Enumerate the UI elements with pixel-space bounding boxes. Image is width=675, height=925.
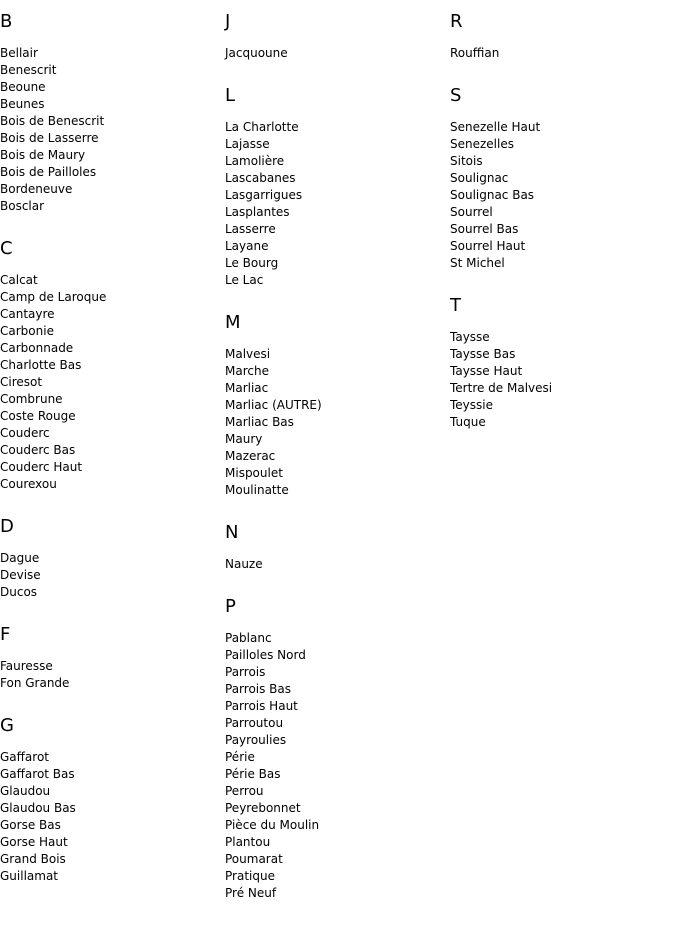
- place-link[interactable]: Coste Rouge: [0, 409, 76, 423]
- place-list-item: [225, 800, 445, 817]
- place-link[interactable]: Parroutou: [225, 716, 284, 730]
- place-link[interactable]: Nauze: [225, 557, 263, 571]
- place-link[interactable]: Benescrit: [0, 63, 57, 77]
- place-list-item: [225, 766, 445, 783]
- place-link[interactable]: Lasserre: [225, 222, 276, 236]
- place-list-item: [225, 272, 445, 289]
- letter-group: [225, 11, 445, 62]
- place-list-item: [225, 749, 445, 766]
- place-link[interactable]: Senezelle Haut: [450, 120, 541, 134]
- place-link[interactable]: Taysse Haut: [450, 364, 523, 378]
- place-link[interactable]: Layane: [225, 239, 269, 253]
- place-link[interactable]: Lasplantes: [225, 205, 290, 219]
- place-link[interactable]: Charlotte Bas: [0, 358, 82, 372]
- place-link[interactable]: Sitois: [450, 154, 483, 168]
- place-list-item: [450, 255, 670, 272]
- place-link[interactable]: Pré Neuf: [225, 886, 277, 900]
- letter-group: [225, 522, 445, 573]
- place-link[interactable]: Carbonie: [0, 324, 54, 338]
- place-list-item: [450, 414, 670, 431]
- place-link[interactable]: Marliac (AUTRE): [225, 398, 322, 412]
- place-list-item: [0, 658, 220, 675]
- letter-group: [0, 624, 220, 692]
- place-link[interactable]: Dague: [0, 551, 40, 565]
- letter-heading: B: [0, 11, 13, 32]
- place-link[interactable]: Taysse: [450, 330, 490, 344]
- place-list-item: [0, 391, 220, 408]
- place-list: [225, 45, 445, 62]
- place-link[interactable]: Lamolière: [225, 154, 285, 168]
- place-link[interactable]: Bois de Pailloles: [0, 165, 97, 179]
- place-link[interactable]: Marliac Bas: [225, 415, 294, 429]
- place-list-item: [225, 448, 445, 465]
- index-column-3: [450, 11, 670, 454]
- place-link[interactable]: Rouffian: [450, 46, 500, 60]
- place-list-item: [0, 340, 220, 357]
- place-link[interactable]: Peyrebonnet: [225, 801, 301, 815]
- place-link[interactable]: Calcat: [0, 273, 38, 287]
- place-list-item: [0, 851, 220, 868]
- place-list-item: [0, 357, 220, 374]
- index-column-1: [0, 11, 220, 908]
- place-link[interactable]: Le Bourg: [225, 256, 279, 270]
- place-link[interactable]: Pailloles Nord: [225, 648, 306, 662]
- place-list-item: [0, 374, 220, 391]
- place-list-item: [0, 79, 220, 96]
- place-list-item: [0, 198, 220, 215]
- place-list-item: [225, 556, 445, 573]
- place-list-item: [0, 272, 220, 289]
- place-list-item: [0, 425, 220, 442]
- place-link[interactable]: Sourrel Haut: [450, 239, 526, 253]
- place-link[interactable]: Pièce du Moulin: [225, 818, 320, 832]
- place-link[interactable]: Tuque: [450, 415, 486, 429]
- place-link[interactable]: Couderc: [0, 426, 50, 440]
- place-list-item: [0, 868, 220, 885]
- place-link[interactable]: Bois de Maury: [0, 148, 86, 162]
- place-link[interactable]: Gorse Bas: [0, 818, 61, 832]
- place-list: [225, 119, 445, 289]
- place-list-item: [225, 187, 445, 204]
- place-link[interactable]: Bois de Lasserre: [0, 131, 99, 145]
- place-list: [225, 630, 445, 902]
- letter-heading: S: [450, 85, 462, 106]
- place-list-item: [0, 567, 220, 584]
- place-list-item: [225, 153, 445, 170]
- place-link[interactable]: Couderc Bas: [0, 443, 76, 457]
- place-link[interactable]: Fon Grande: [0, 676, 70, 690]
- place-list-item: [450, 397, 670, 414]
- place-list-item: [225, 255, 445, 272]
- place-link[interactable]: Parrois Bas: [225, 682, 292, 696]
- place-list-item: [225, 380, 445, 397]
- place-list-item: [225, 715, 445, 732]
- place-list-item: [225, 204, 445, 221]
- place-list-item: [0, 181, 220, 198]
- place-list-item: [0, 783, 220, 800]
- place-link[interactable]: Tertre de Malvesi: [450, 381, 553, 395]
- place-link[interactable]: Mazerac: [225, 449, 276, 463]
- place-list-item: [225, 681, 445, 698]
- place-list-item: [0, 408, 220, 425]
- place-link[interactable]: Bellair: [0, 46, 38, 60]
- place-link[interactable]: Soulignac: [450, 171, 509, 185]
- place-list-item: [225, 664, 445, 681]
- place-list-item: [0, 476, 220, 493]
- place-link[interactable]: Glaudou: [0, 784, 51, 798]
- place-list-item: [450, 380, 670, 397]
- place-list-item: [0, 459, 220, 476]
- place-list-item: [450, 204, 670, 221]
- letter-heading: F: [0, 624, 11, 645]
- place-link[interactable]: Lasgarrigues: [225, 188, 303, 202]
- place-list-item: [0, 289, 220, 306]
- letter-group: [225, 312, 445, 499]
- letter-group: [0, 516, 220, 601]
- place-link[interactable]: La Charlotte: [225, 120, 299, 134]
- letter-group: [0, 715, 220, 885]
- place-list: [0, 45, 220, 215]
- place-link[interactable]: Marche: [225, 364, 269, 378]
- place-list-item: [450, 45, 670, 62]
- letter-heading: G: [0, 715, 14, 736]
- place-list-item: [225, 885, 445, 902]
- place-link[interactable]: Pratique: [225, 869, 275, 883]
- place-link[interactable]: Mispoulet: [225, 466, 283, 480]
- letter-heading: R: [450, 11, 463, 32]
- place-list-item: [450, 153, 670, 170]
- place-list-item: [0, 766, 220, 783]
- place-list-item: [225, 817, 445, 834]
- place-list: [0, 550, 220, 601]
- place-list-item: [225, 431, 445, 448]
- place-list: [450, 329, 670, 431]
- place-list-item: [450, 238, 670, 255]
- place-list-item: [225, 851, 445, 868]
- place-link[interactable]: Beoune: [0, 80, 46, 94]
- place-list-item: [0, 130, 220, 147]
- letter-heading: N: [225, 522, 239, 543]
- place-link[interactable]: Périe Bas: [225, 767, 281, 781]
- index-column-2: [225, 11, 445, 925]
- place-link[interactable]: Plantou: [225, 835, 271, 849]
- place-list-item: [0, 550, 220, 567]
- place-list: [0, 272, 220, 493]
- place-list-item: [0, 323, 220, 340]
- place-link[interactable]: Bosclar: [0, 199, 45, 213]
- place-link[interactable]: Gorse Haut: [0, 835, 68, 849]
- place-list-item: [225, 221, 445, 238]
- place-link[interactable]: Parrois Haut: [225, 699, 298, 713]
- place-list-item: [225, 238, 445, 255]
- place-link[interactable]: Fauresse: [0, 659, 53, 673]
- letter-heading: P: [225, 596, 236, 617]
- letter-group: [450, 85, 670, 272]
- place-list-item: [450, 221, 670, 238]
- place-list-item: [0, 800, 220, 817]
- place-link[interactable]: Beunes: [0, 97, 45, 111]
- place-list-item: [225, 136, 445, 153]
- place-link[interactable]: Maury: [225, 432, 263, 446]
- place-list-item: [225, 783, 445, 800]
- place-link[interactable]: Bois de Benescrit: [0, 114, 105, 128]
- place-link[interactable]: Lajasse: [225, 137, 270, 151]
- place-list-item: [450, 187, 670, 204]
- place-list-item: [0, 164, 220, 181]
- letter-heading: D: [0, 516, 14, 537]
- place-list-item: [0, 147, 220, 164]
- place-list: [225, 556, 445, 573]
- place-list-item: [0, 306, 220, 323]
- place-list-item: [450, 136, 670, 153]
- place-link[interactable]: Sourrel Bas: [450, 222, 519, 236]
- place-link[interactable]: Senezelles: [450, 137, 514, 151]
- place-list: [450, 119, 670, 272]
- letter-heading: L: [225, 85, 236, 106]
- place-list-item: [0, 45, 220, 62]
- place-link[interactable]: Ciresot: [0, 375, 43, 389]
- letter-group: [225, 596, 445, 902]
- place-link[interactable]: Cantayre: [0, 307, 55, 321]
- place-list-item: [225, 363, 445, 380]
- place-link[interactable]: Malvesi: [225, 347, 271, 361]
- place-list-item: [450, 363, 670, 380]
- place-link[interactable]: Carbonnade: [0, 341, 74, 355]
- place-link[interactable]: Gaffarot Bas: [0, 767, 75, 781]
- place-list-item: [0, 817, 220, 834]
- place-list-item: [225, 834, 445, 851]
- letter-heading: T: [450, 295, 461, 316]
- place-link[interactable]: Payroulies: [225, 733, 287, 747]
- place-link[interactable]: Bordeneuve: [0, 182, 73, 196]
- letter-group: [0, 11, 220, 215]
- place-link[interactable]: Teyssie: [450, 398, 493, 412]
- place-list-item: [0, 62, 220, 79]
- place-list-item: [0, 442, 220, 459]
- place-link[interactable]: Lascabanes: [225, 171, 296, 185]
- place-list-item: [225, 647, 445, 664]
- letter-group: [450, 11, 670, 62]
- letter-group: [450, 295, 670, 431]
- place-link[interactable]: Marliac: [225, 381, 269, 395]
- place-link[interactable]: Le Lac: [225, 273, 264, 287]
- place-list-item: [450, 119, 670, 136]
- place-list: [0, 749, 220, 885]
- place-list-item: [225, 868, 445, 885]
- place-link[interactable]: Couderc Haut: [0, 460, 83, 474]
- place-list-item: [450, 170, 670, 187]
- place-link[interactable]: Parrois: [225, 665, 266, 679]
- place-list-item: [0, 113, 220, 130]
- place-list-item: [225, 45, 445, 62]
- place-list-item: [225, 414, 445, 431]
- place-list-item: [225, 630, 445, 647]
- place-link[interactable]: Soulignac Bas: [450, 188, 535, 202]
- place-list-item: [450, 329, 670, 346]
- letter-group: [225, 85, 445, 289]
- place-link[interactable]: Guillamat: [0, 869, 59, 883]
- place-list-item: [0, 675, 220, 692]
- place-link[interactable]: Moulinatte: [225, 483, 289, 497]
- place-list-item: [225, 732, 445, 749]
- place-list-item: [225, 346, 445, 363]
- place-list: [450, 45, 670, 62]
- place-list-item: [0, 749, 220, 766]
- place-link[interactable]: Grand Bois: [0, 852, 66, 866]
- letter-heading: M: [225, 312, 241, 333]
- place-list-item: [225, 170, 445, 187]
- letter-heading: J: [225, 11, 231, 32]
- place-list-item: [225, 119, 445, 136]
- place-link[interactable]: Ducos: [0, 585, 38, 599]
- place-link[interactable]: Pablanc: [225, 631, 272, 645]
- place-list: [0, 658, 220, 692]
- place-link[interactable]: Perrou: [225, 784, 264, 798]
- place-list-item: [0, 834, 220, 851]
- place-list-item: [450, 346, 670, 363]
- place-link[interactable]: Glaudou Bas: [0, 801, 76, 815]
- place-link[interactable]: Jacquoune: [225, 46, 288, 60]
- place-link[interactable]: St Michel: [450, 256, 505, 270]
- place-list-item: [0, 584, 220, 601]
- place-list-item: [0, 96, 220, 113]
- place-link[interactable]: Poumarat: [225, 852, 283, 866]
- place-link[interactable]: Devise: [0, 568, 41, 582]
- place-list: [225, 346, 445, 499]
- place-list-item: [225, 482, 445, 499]
- place-link[interactable]: Périe: [225, 750, 255, 764]
- place-link[interactable]: Taysse Bas: [450, 347, 516, 361]
- place-list-item: [225, 397, 445, 414]
- place-list-item: [225, 698, 445, 715]
- place-link[interactable]: Sourrel: [450, 205, 493, 219]
- letter-group: [0, 238, 220, 493]
- place-link[interactable]: Courexou: [0, 477, 57, 491]
- place-link[interactable]: Combrune: [0, 392, 63, 406]
- place-link[interactable]: Camp de Laroque: [0, 290, 107, 304]
- place-list-item: [225, 465, 445, 482]
- place-link[interactable]: Gaffarot: [0, 750, 49, 764]
- letter-heading: C: [0, 238, 13, 259]
